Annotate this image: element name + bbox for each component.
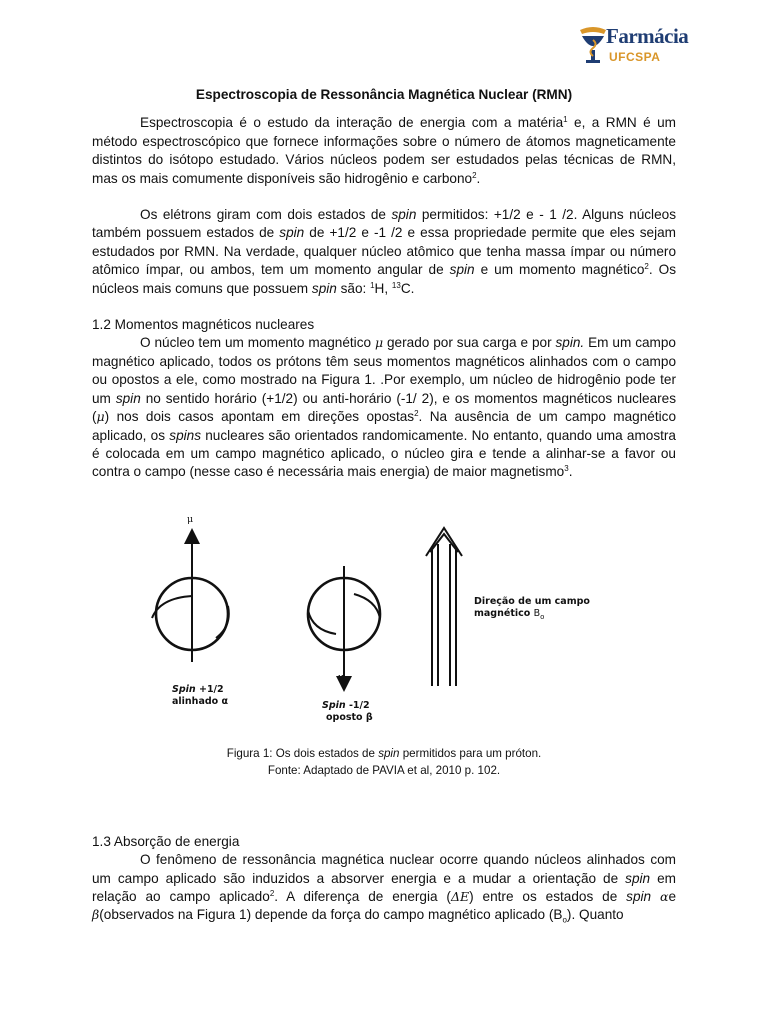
- spin-down-proton: [308, 566, 380, 684]
- figure-spin-states: [92, 514, 676, 739]
- figure-source: Fonte: Adaptado de PAVIA et al, 2010 p. 102.: [267, 763, 501, 777]
- logo-sub-text: UFCSPA: [609, 50, 661, 64]
- section-heading-1-3: 1.3 Absorção de energia: [92, 833, 240, 849]
- document-title: Espectroscopia de Ressonância Magnética Nuclear (RMN): [195, 87, 573, 102]
- magnetic-field-arrow: [426, 528, 462, 686]
- farmacia-ufcspa-logo: [578, 20, 689, 68]
- section-heading-1-2: 1.2 Momentos magnéticos nucleares: [92, 317, 315, 333]
- mu-label-bottom: μ: [338, 671, 345, 683]
- paragraph-spin-states: Os elétrons giram com dois estados de spin permitidos: +1/2 e - 1 /2. Alguns núcleos também possuem estados de spin de +1/2 e -1 /2 e essa propriedade permite que eles sejam estudados por RMN. Na verdade, qualquer núcleo atômico que tenha massa ímpar ou número atômico ímpar, ou ambos, tem um momento angular de spin e um momento magnético$^2$. Os núcleos mais comuns que possuem spin são: $^1$H, $^{13}$C.: [92, 207, 676, 296]
- pharmacy-bowl-icon: [578, 20, 608, 66]
- paragraph-intro: Espectroscopia é o estudo da interação de energia com a matéria$^1$ e, a RMN é um método espectroscópico que fornece informações sobre o número de átomos magneticamente distintos do isótopo estudado. Vários núcleos podem ser estudados pelas técnicas de RMN, mas os mais comumente disponíveis são hidrogênio e carbono$^2$.: [92, 115, 676, 186]
- label-spin-down: Spin -1/2 oposto β: [322, 699, 373, 723]
- mu-label-top: μ: [187, 513, 194, 525]
- paragraph-magnetic-moments: O núcleo tem um momento magnético μ gerado por sua carga e por spin. Em um campo magnético aplicado, todos os prótons têm seus momentos magnéticos alinhados com o campo ou opostos a ele, como mostrado na Figura 1. .Por exemplo, um núcleo de hidrogênio pode ter um spin no sentido horário (+1/2) ou anti-horário (-1/ 2), e os momentos magnéticos nucleares (μ) nos dois casos apontam em direções opostas$^2$. Na ausência de um campo magnético aplicado, os spins nucleares são orientados randomicamente. No entanto, quando uma amostra é colocada em um campo magnético aplicado, o núcleo gira e tende a alinhar-se a favor ou contra o campo (nesse caso é necessária mais energia) de maior magnetismo$^3$.: [92, 335, 676, 480]
- paragraph-energy-absorption: O fenômeno de ressonância magnética nuclear ocorre quando núcleos alinhados com um campo aplicado são induzidos a absorver energia e a mudar a orientação de spin em relação ao campo aplicado$^2$. A diferença de energia (ΔE) entre os estados de spin αe β(observados na Figura 1) depende da força do campo magnético aplicado $(B_o)$. Quanto: [92, 852, 676, 926]
- label-field-direction: Direção de um campo magnético $B_o$: [474, 595, 590, 621]
- label-spin-up: Spin +1/2 alinhado α: [172, 683, 229, 707]
- document-body: [92, 86, 676, 930]
- figure-caption: Figura 1: Os dois estados de spin permitidos para um próton. Fonte: Adaptado de PAVIA et al, 2010 p. 102.: [226, 746, 542, 777]
- logo-brand-text: Farmácia: [606, 24, 689, 48]
- spin-up-proton: [152, 536, 229, 662]
